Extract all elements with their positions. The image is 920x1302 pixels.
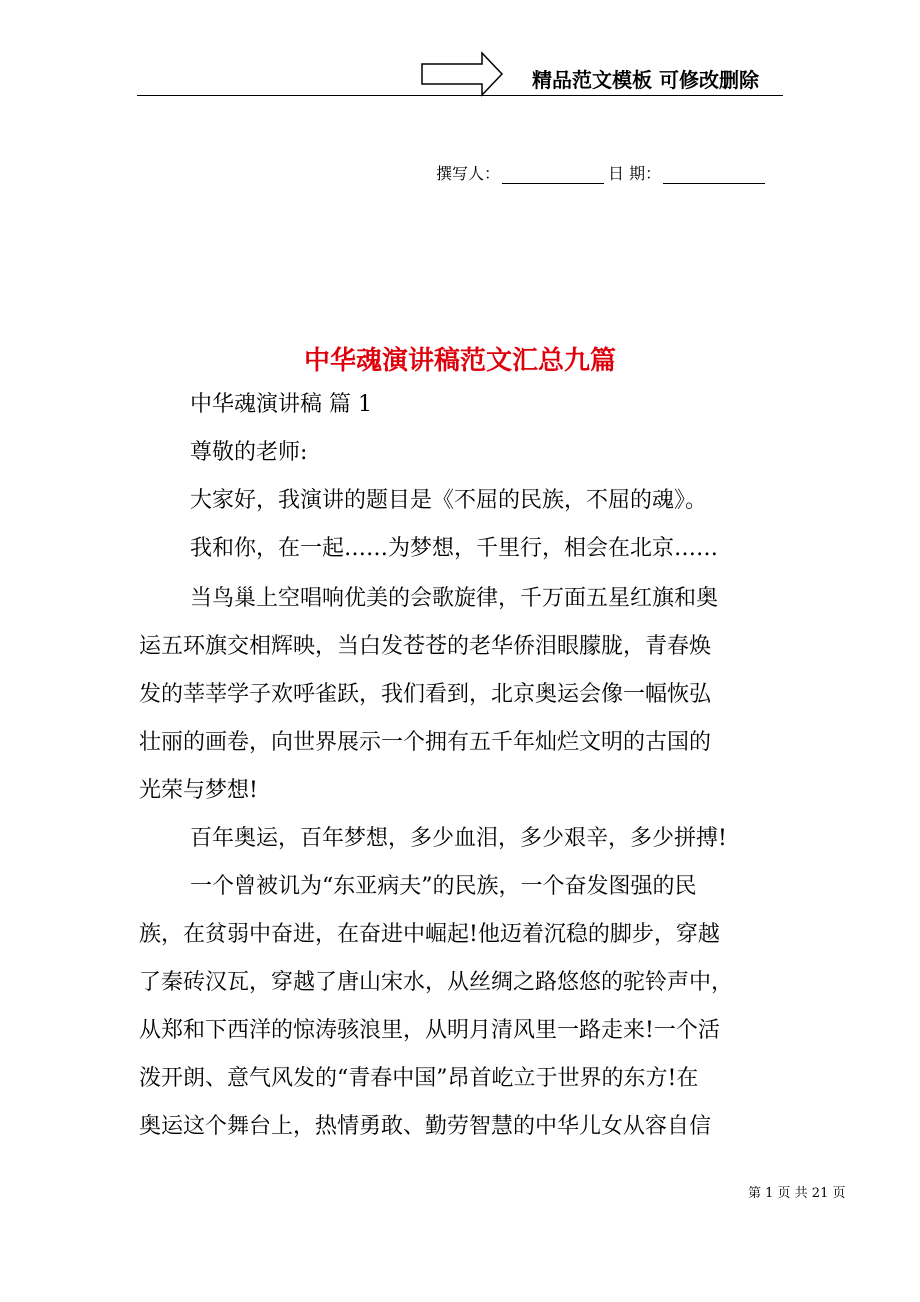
author-blank xyxy=(502,166,604,184)
body-line: 奥运这个舞台上，热情勇敢、勤劳智慧的中华儿女从容自信 xyxy=(139,1114,712,1139)
body-line: 了秦砖汉瓦，穿越了唐山宋水，从丝绸之路悠悠的驼铃声中， xyxy=(139,970,734,995)
body-line: 光荣与梦想! xyxy=(139,778,258,803)
page-footer: 第 1 页 共 21 页 xyxy=(748,1186,846,1201)
body-line: 发的莘莘学子欢呼雀跃，我们看到，北京奥运会像一幅恢弘 xyxy=(139,682,712,707)
body-line: 百年奥运，百年梦想，多少血泪，多少艰辛，多少拼搏! xyxy=(190,826,727,851)
header-text: 精品范文模板 可修改删除 xyxy=(532,68,759,92)
body-line: 壮丽的画卷，向世界展示一个拥有五千年灿烂文明的古国的 xyxy=(139,730,712,755)
body-line: 一个曾被讥为“东亚病夫”的民族，一个奋发图强的民 xyxy=(190,874,697,899)
document-title: 中华魂演讲稿范文汇总九篇 xyxy=(303,346,616,376)
body-line: 族，在贫弱中奋进，在奋进中崛起!他迈着沉稳的脚步，穿越 xyxy=(139,922,720,947)
body-line: 当鸟巢上空唱响优美的会歌旋律，千万面五星红旗和奥 xyxy=(190,586,719,611)
header-divider xyxy=(137,95,783,96)
salutation: 尊敬的老师: xyxy=(190,440,308,465)
body-line: 我和你，在一起……为梦想，千里行，相会在北京…… xyxy=(190,536,719,561)
right-arrow-icon xyxy=(420,50,506,98)
meta-row xyxy=(436,161,769,184)
body-line: 从郑和下西洋的惊涛骇浪里，从明月清风里一路走来!一个活 xyxy=(139,1018,720,1043)
body-line: 泼开朗、意气风发的“青春中国”昂首屹立于世界的东方!在 xyxy=(139,1066,699,1091)
date-blank xyxy=(663,166,765,184)
section-heading: 中华魂演讲稿 篇 1 xyxy=(190,392,372,417)
body-line: 大家好，我演讲的题目是《不屈的民族，不屈的魂》。 xyxy=(190,488,708,513)
author-label: 撰写人： xyxy=(436,164,501,183)
body-line: 运五环旗交相辉映，当白发苍苍的老华侨泪眼朦胧，青春焕 xyxy=(139,634,712,659)
date-label: 日 期： xyxy=(608,164,662,183)
